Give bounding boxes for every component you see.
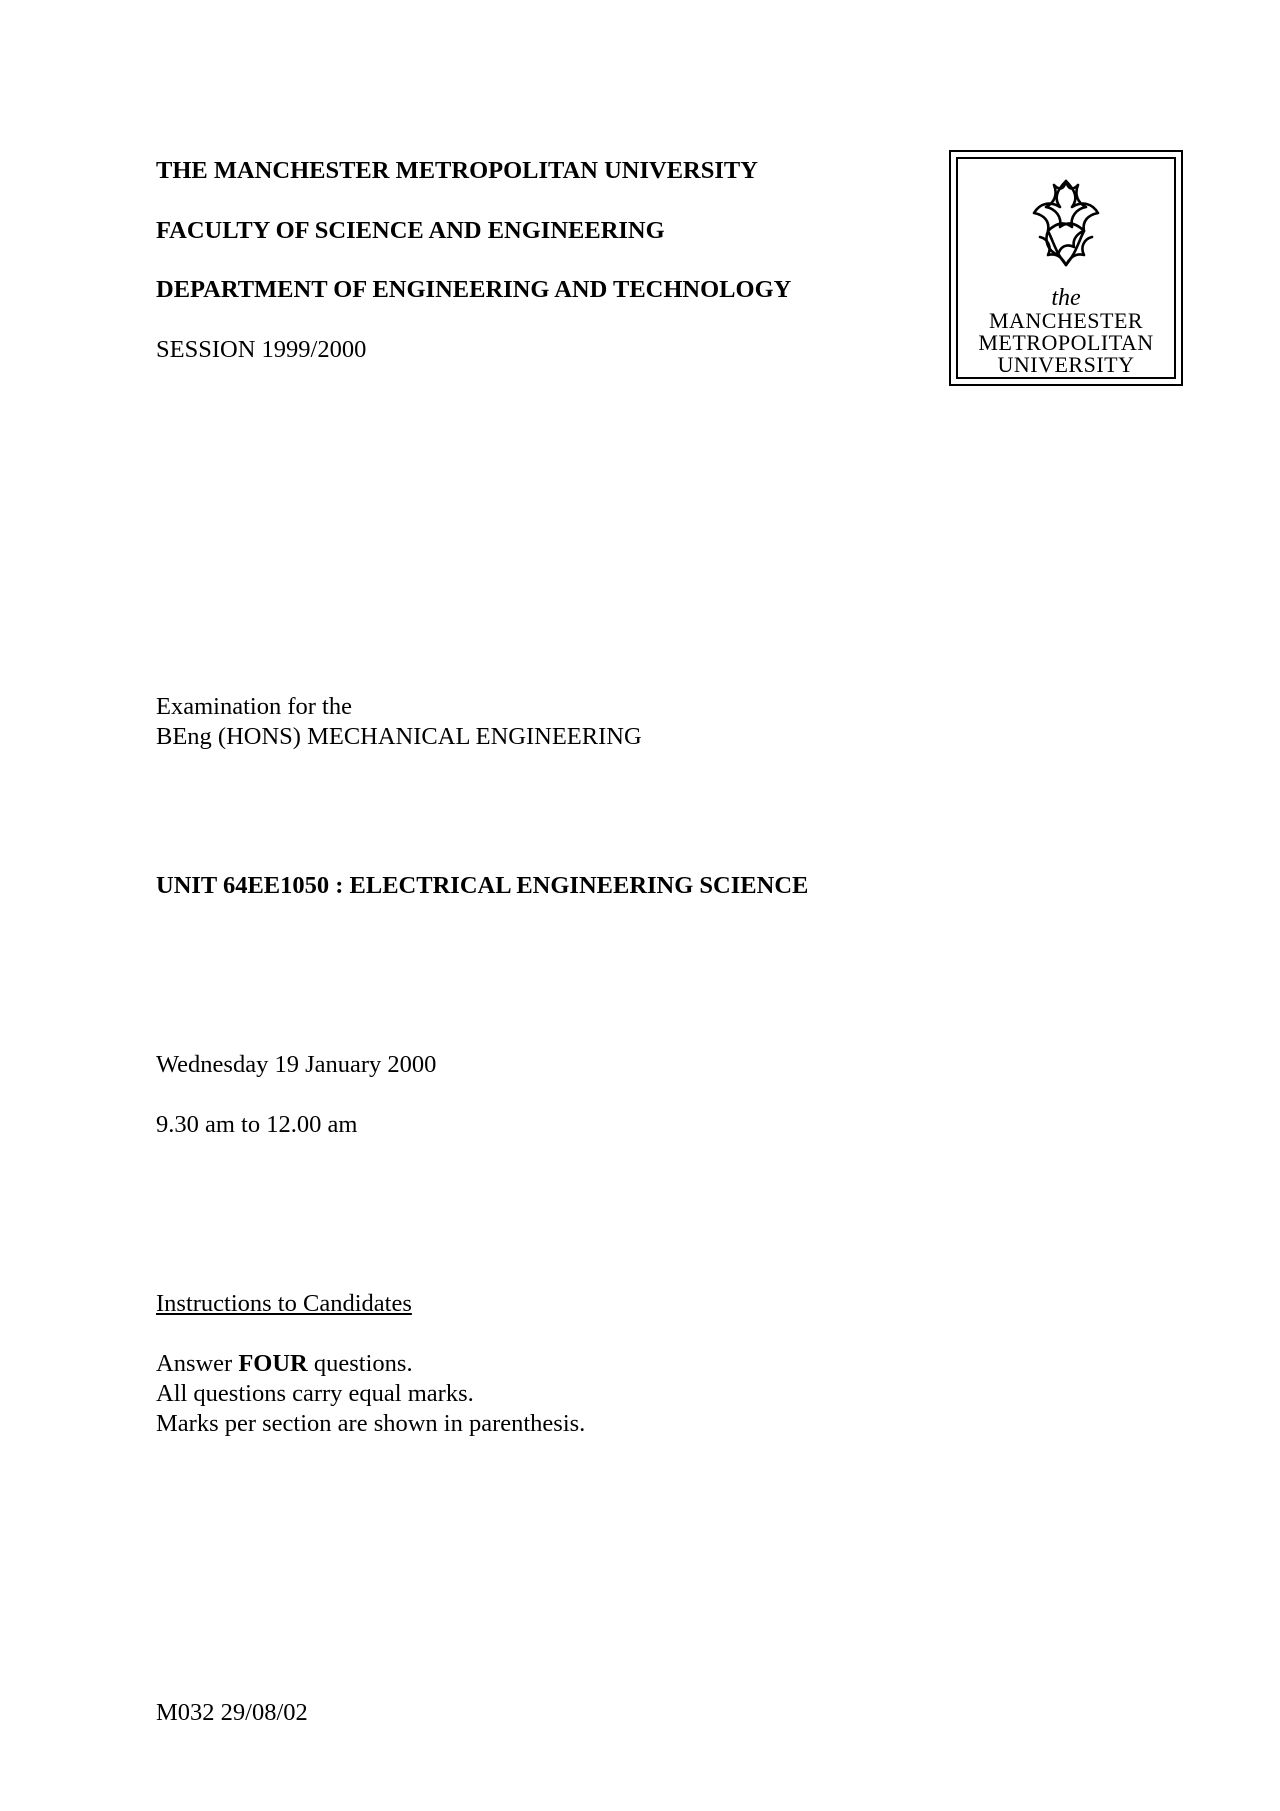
logo-word-manchester: MANCHESTER — [988, 308, 1144, 333]
session-label: SESSION 1999/2000 — [156, 336, 367, 363]
degree-programme: BEng (HONS) MECHANICAL ENGINEERING — [156, 723, 642, 750]
instruction-answer-count — [156, 1349, 413, 1379]
logo-inner-frame — [956, 157, 1176, 379]
exam-time: 9.30 am to 12.00 am — [156, 1111, 358, 1138]
university-knot-emblem-icon — [1026, 177, 1106, 269]
logo-word-metropolitan: METROPOLITAN — [978, 330, 1154, 355]
logo-word-the: the — [1051, 285, 1081, 311]
faculty-name: FACULTY OF SCIENCE AND ENGINEERING — [156, 217, 665, 244]
unit-title: UNIT 64EE1050 : ELECTRICAL ENGINEERING SCIENCE — [156, 872, 809, 899]
instruction-marks-section: Marks per section are shown in parenthesis. — [156, 1410, 586, 1437]
instruction-equal-marks: All questions carry equal marks. — [156, 1380, 474, 1407]
answer-count-emphasis: FOUR — [238, 1350, 308, 1377]
department-name: DEPARTMENT OF ENGINEERING AND TECHNOLOGY — [156, 276, 792, 303]
exam-date: Wednesday 19 January 2000 — [156, 1051, 437, 1078]
answer-suffix: questions. — [307, 1350, 413, 1377]
university-logo — [949, 150, 1183, 386]
logo-word-university: UNIVERSITY — [997, 352, 1135, 377]
exam-for-label: Examination for the — [156, 693, 352, 720]
answer-prefix: Answer — [156, 1350, 239, 1377]
instructions-heading: Instructions to Candidates — [156, 1290, 412, 1317]
footer-code: M032 29/08/02 — [156, 1699, 308, 1726]
university-name: THE MANCHESTER METROPOLITAN UNIVERSITY — [156, 157, 758, 184]
